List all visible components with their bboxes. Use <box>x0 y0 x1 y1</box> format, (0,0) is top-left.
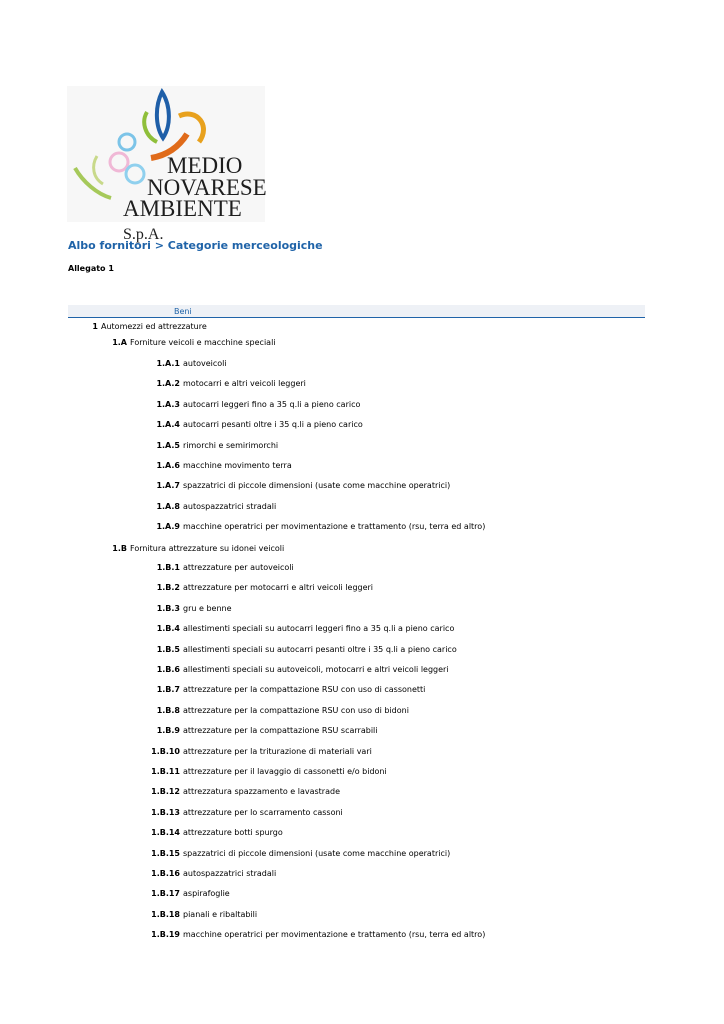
item-row-code: 1.B.1 <box>156 563 180 572</box>
item-row-code: 1.B.16 <box>151 869 180 878</box>
item-row-label: attrezzature per motocarri e altri veicoli leggeri <box>183 583 374 593</box>
item-row-label: aspirafoglie <box>183 889 230 899</box>
item-row-code: 1.B.15 <box>151 848 180 858</box>
item-row-label: attrezzature per lo scarramento cassoni <box>183 807 343 817</box>
item-row-code: 1.A.4 <box>156 420 180 430</box>
item-row-code: 1.B.11 <box>151 767 180 776</box>
group-row-code: 1.A <box>112 338 127 347</box>
item-row-code: 1.B.19 <box>151 930 180 940</box>
item-row-label: motocarri e altri veicoli leggeri <box>183 379 306 389</box>
item-row-code: 1.B.17 <box>151 889 180 899</box>
item-row-code: 1.A.5 <box>156 440 180 450</box>
category-row-label: Automezzi ed attrezzature <box>101 322 207 331</box>
item-row-label: allestimenti speciali su autocarri leggeri fino a 35 q.li a pieno carico <box>183 624 455 634</box>
item-row-code: 1.B.13 <box>151 807 180 817</box>
item-row-code: 1.A.1 <box>156 359 180 368</box>
table-header-beni: Beni <box>174 307 192 316</box>
group-row-label: Fornitura attrezzature su idonei veicoli <box>130 544 285 553</box>
item-row-label: gru e benne <box>183 603 232 613</box>
item-row-code: 1.B.3 <box>156 603 180 613</box>
category-row-code: 1 <box>92 322 98 331</box>
item-row-code: 1.B.5 <box>156 644 180 654</box>
item-row-code: 1.A.6 <box>156 461 180 470</box>
item-row-label: attrezzature per la compattazione RSU scarrabili <box>183 726 378 736</box>
item-row-label: attrezzature botti spurgo <box>183 828 283 838</box>
item-row-label: autospazzatrici stradali <box>183 869 277 878</box>
item-row-code: 1.A.3 <box>156 399 180 409</box>
logo-text-ambiente-word: AMBIENTE <box>123 196 242 221</box>
item-row-code: 1.A.8 <box>156 501 180 511</box>
item-row-label: macchine operatrici per movimentazione e trattamento (rsu, terra ed altro) <box>183 930 486 940</box>
item-row-label: macchine movimento terra <box>183 461 292 470</box>
item-row-label: attrezzature per la compattazione RSU con uso di bidoni <box>183 705 409 715</box>
item-row-code: 1.B.18 <box>151 909 180 919</box>
item-row-code: 1.B.7 <box>156 685 180 695</box>
item-row-code: 1.B.2 <box>156 583 180 593</box>
item-row-code: 1.B.4 <box>156 624 180 634</box>
item-row-label: attrezzatura spazzamento e lavastrade <box>183 787 340 797</box>
logo-text-ambiente <box>123 197 265 243</box>
item-row-label: attrezzature per il lavaggio di cassonetti e/o bidoni <box>183 767 387 776</box>
item-row-label: spazzatrici di piccole dimensioni (usate come macchine operatrici) <box>183 481 451 491</box>
item-row-label: rimorchi e semirimorchi <box>183 440 279 450</box>
item-row-code: 1.B.14 <box>151 828 180 838</box>
logo-text-spa: S.p.A. <box>123 226 164 243</box>
item-row-label: macchine operatrici per movimentazione e trattamento (rsu, terra ed altro) <box>183 522 486 532</box>
attachment-label: Allegato 1 <box>68 264 114 273</box>
table-header <box>68 305 645 318</box>
item-row-code: 1.B.8 <box>156 705 180 715</box>
item-row-code: 1.B.9 <box>156 726 180 736</box>
item-row-code: 1.B.10 <box>151 746 180 756</box>
breadcrumb[interactable]: Albo fornitori > Categorie merceologiche <box>68 239 323 252</box>
item-row-code: 1.B.6 <box>156 665 180 674</box>
item-row-label: autoveicoli <box>183 359 227 368</box>
item-row-label: pianali e ribaltabili <box>183 909 258 919</box>
item-row-label: attrezzature per la compattazione RSU con uso di cassonetti <box>183 685 426 695</box>
item-row-code: 1.A.7 <box>156 481 180 491</box>
item-row-label: autocarri pesanti oltre i 35 q.li a pieno carico <box>183 420 363 430</box>
group-row-label: Forniture veicoli e macchine speciali <box>130 338 276 347</box>
logo-text-medio: MEDIO <box>167 153 243 178</box>
item-row-label: attrezzature per autoveicoli <box>183 563 294 572</box>
company-logo <box>67 86 267 243</box>
item-row-label: autospazzatrici stradali <box>183 501 277 511</box>
logo-text-novarese: NOVARESE <box>147 175 267 200</box>
item-row-code: 1.A.9 <box>156 522 180 532</box>
item-row-label: autocarri leggeri fino a 35 q.li a pieno carico <box>183 399 361 409</box>
group-row-code: 1.B <box>112 544 127 553</box>
item-row-label: spazzatrici di piccole dimensioni (usate come macchine operatrici) <box>183 848 451 858</box>
item-row-label: attrezzature per la triturazione di materiali vari <box>183 746 372 756</box>
item-row-label: allestimenti speciali su autocarri pesanti oltre i 35 q.li a pieno carico <box>183 644 457 654</box>
item-row-code: 1.B.12 <box>151 787 180 797</box>
item-row-code: 1.A.2 <box>156 379 180 389</box>
item-row-label: allestimenti speciali su autoveicoli, motocarri e altri veicoli leggeri <box>183 665 449 674</box>
